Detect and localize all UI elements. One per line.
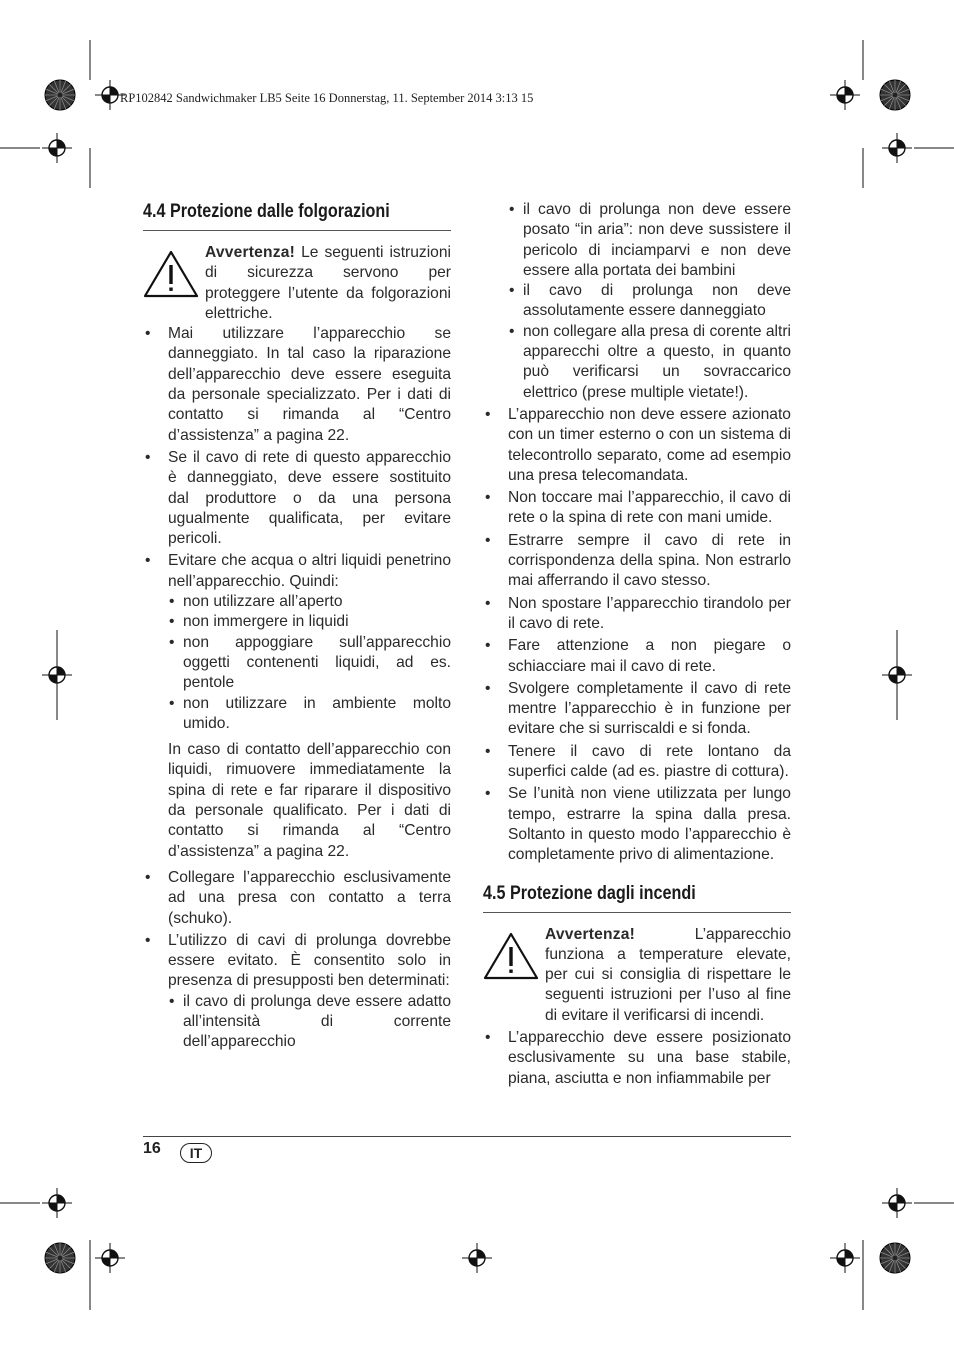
safety-list [143,324,451,734]
left-column [143,200,451,1055]
sub-list-item: • non utilizzare all’aperto [168,592,451,612]
page-number: 16 [143,1140,161,1157]
warning-label: Avvertenza! [545,925,636,943]
right-column [483,200,791,1091]
list-item: • Se il cavo di rete di questo apparecchio è danneggiato, deve essere sostituito dal produttore o da una persona ugualmente qualificata, per evitare pericoli. [143,448,451,549]
list-item: • Mai utilizzare l’apparecchio se danneggiato. In tal caso la riparazione dell’apparecchio deve essere eseguita da personale specializzato. Per i dati di contatto si rimanda al “Centro d’assistenza” a pagina 22. [143,324,451,446]
list-item: • Non toccare mai l’apparecchio, il cavo di rete o la spina di rete con mani umide. [483,488,791,529]
warning-block-fire [483,925,791,1026]
warning-block-electric [143,243,451,324]
extension-sublist-continued [508,200,791,403]
list-item-text: Evitare che acqua o altri liquidi penetrino nell’apparecchio. Quindi: [168,552,451,590]
safety-list-2 [143,868,451,1053]
sub-list-item: • non appoggiare sull’apparecchio oggetti contenenti liquidi, ad es. pentole [168,633,451,694]
contact-paragraph: In caso di contatto dell’apparecchio con liquidi, rimuovere immediatamente la spina di rete e far riparare il dispositivo da personale qualificato. Per i dati di contatto si rimanda al “Centro d’assistenza” a pagina 22. [168,741,451,860]
list-item [143,931,451,1053]
sub-list-item: • il cavo di prolunga non deve essere posato “in aria”: non deve sussistere il pericolo di inciamparvi e non deve essere alla portata dei bambini [508,200,791,281]
list-item: • Collegare l’apparecchio esclusivamente ad una presa con contatto a terra (schuko). [143,868,451,929]
section-4-4-heading-wrap [143,200,451,231]
list-item-text: L’utilizzo di cavi di prolunga dovrebbe essere evitato. È consentito solo in presenza di presupposti ben determinati: [168,931,451,990]
extension-sublist [168,992,451,1053]
list-item: • L’apparecchio non deve essere azionato con un timer esterno o con un sistema di telecontrollo separato, come ad esempio una presa telecomandata. [483,405,791,486]
water-sublist [168,592,451,734]
language-badge: IT [180,1143,212,1163]
list-item: • Fare attenzione a non piegare o schiacciare mai il cavo di rete. [483,636,791,677]
list-item: • Tenere il cavo di rete lontano da superfici calde (ad es. piastre di cottura). [483,742,791,783]
fire-safety-list [483,1028,791,1089]
footer-divider [143,1136,791,1137]
section-4-5-title: 4.5 Protezione dagli incendi [483,882,696,904]
sub-list-item: • non collegare alla presa di corente altri apparecchi oltre a questo, in quanto può verificarsi un sovraccarico elettrico (prese multiple vietate!). [508,322,791,403]
section-4-5-heading-wrap [483,882,791,913]
warning-label: Avvertenza! [205,244,296,261]
sub-list-item: • non immergere in liquidi [168,612,451,632]
safety-list-3 [483,405,791,866]
list-item: • Svolgere completamente il cavo di rete mentre l’apparecchio è in funzione per evitare che si surriscaldi e si fonda. [483,679,791,740]
sub-list-item: • non utilizzare in ambiente molto umido. [168,694,451,735]
warning-body: L’apparecchio funziona a temperature elevate, per cui si consiglia di rispettare le seguenti istruzioni per l’uso al fine di evitare il verificarsi di incendi. [545,925,791,1024]
warning-text [545,925,791,1026]
section-4-4-title: 4.4 Protezione dalle folgorazioni [143,201,390,222]
list-item: • L’apparecchio deve essere posizionato esclusivamente su una base stabile, piana, asciutta e non infiammabile per [483,1028,791,1089]
warning-triangle-icon [143,243,205,324]
list-item [143,551,451,734]
warning-triangle-icon [483,925,545,1026]
sub-list-item: • il cavo di prolunga deve essere adatto all’intensità di corrente dell’apparecchio [168,992,451,1053]
list-item: • Non spostare l’apparecchio tirandolo per il cavo di rete. [483,594,791,635]
list-item: • Se l’unità non viene utilizzata per lungo tempo, estrarre la spina dalla presa. Soltanto in questo modo l’apparecchio è completamente privo di alimentazione. [483,784,791,865]
warning-text [205,243,451,324]
sub-list-item: • il cavo di prolunga non deve assolutamente essere danneggiato [508,281,791,322]
print-header: RP102842 Sandwichmaker LB5 Seite 16 Donnerstag, 11. September 2014 3:13 15 [120,91,534,105]
list-item: • Estrarre sempre il cavo di rete in corrispondenza della spina. Non estrarlo mai afferrando il cavo stesso. [483,531,791,592]
warning-body: Le seguenti istruzioni di sicurezza servono per proteggere l’utente da folgorazioni elettriche. [205,244,451,322]
